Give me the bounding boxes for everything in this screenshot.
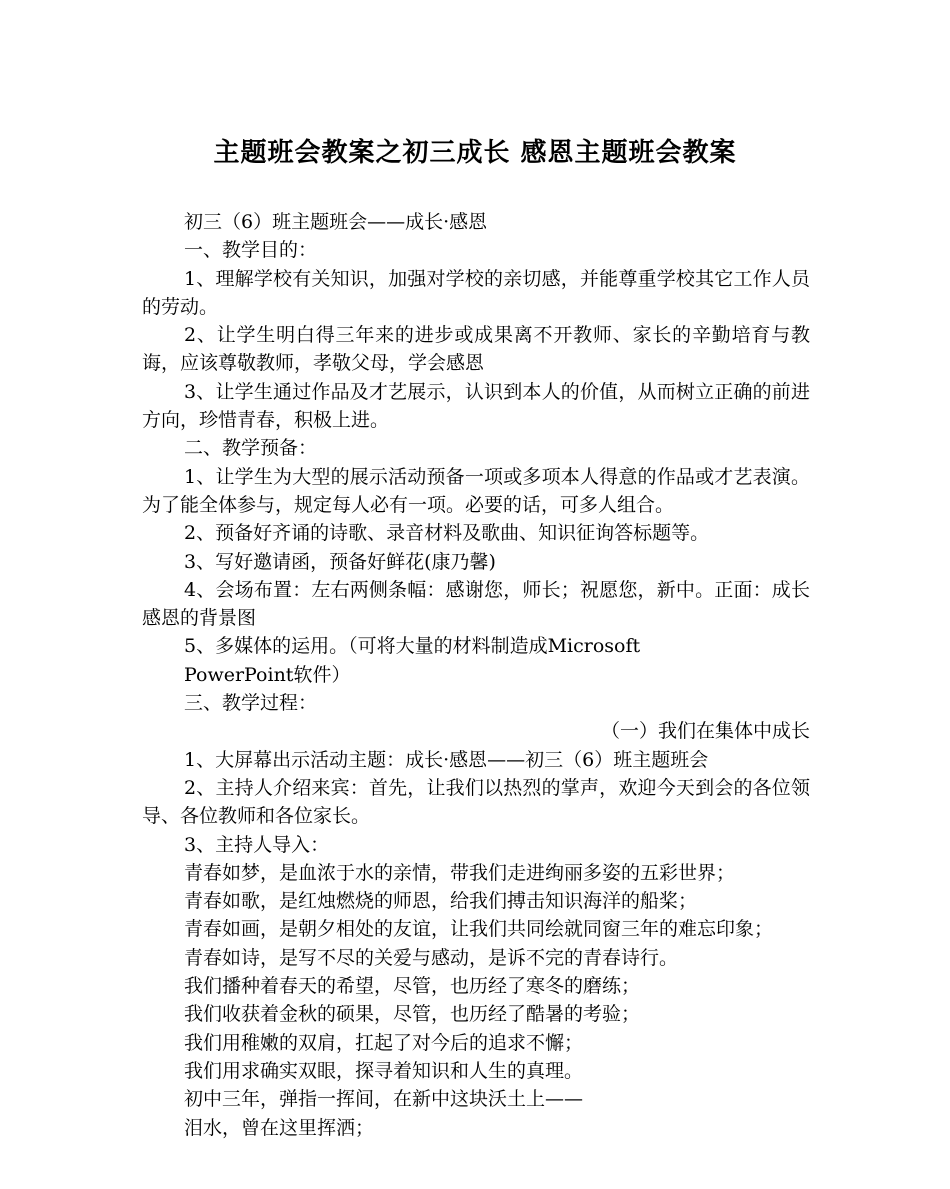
paragraph: 初三（6）班主题班会——成长·感恩 [184, 211, 488, 233]
poem-line: 我们播种着春天的希望，尽管，也历经了寒冬的磨练； [184, 975, 641, 998]
poem-line: 我们用稚嫩的双肩，扛起了对今后的追求不懈； [184, 1031, 584, 1054]
poem-line: 我们用求确实双眼，探寻着知识和人生的真理。 [184, 1059, 584, 1082]
poem-line: 青春如梦，是血浓于水的亲情，带我们走进绚丽多姿的五彩世界； [184, 861, 736, 884]
subsection-heading: （一）我们在集体中成长 [600, 720, 810, 743]
paragraph: 3、写好邀请函，预备好鲜花(康乃馨) [184, 550, 496, 573]
paragraph: 2、预备好齐诵的诗歌、录音材料及歌曲、知识征询答标题等。 [184, 522, 710, 545]
poem-line: 青春如画，是朝夕相处的友谊，让我们共同绘就同窗三年的难忘印象； [184, 918, 774, 941]
document-title: 主题班会教案之初三成长 感恩主题班会教案 [213, 138, 737, 168]
paragraph: 2、主持人介绍来宾：首先，让我们以热烈的掌声，欢迎今天到会的各位领导、各位教师和各位家长。 [142, 776, 810, 828]
section-heading: 二、教学预备： [184, 437, 318, 460]
paragraph: 2、让学生明白得三年来的进步或成果离不开教师、家长的辛勤培育与教诲，应该尊敬教师，孝敬父母，学会感恩 [142, 324, 810, 375]
paragraph: 3、让学生通过作品及才艺展示，认识到本人的价值，从而树立正确的前进方向，珍惜青春，积极上进。 [142, 380, 810, 432]
section-heading: 一、教学目的： [184, 239, 318, 262]
section-heading: 三、教学过程： [184, 692, 318, 715]
paragraph: 5、多媒体的运用。（可将大量的材料制造成Microsoft [184, 635, 641, 658]
paragraph: 1、让学生为大型的展示活动预备一项或多项本人得意的作品或才艺表演。为了能全体参与，规定每人必有一项。必要的话，可多人组合。 [142, 465, 810, 516]
paragraph: 1、理解学校有关知识，加强对学校的亲切感，并能尊重学校其它工作人员的劳动。 [142, 267, 810, 318]
paragraph: 3、主持人导入： [184, 833, 330, 856]
poem-line: 泪水，曾在这里挥洒； [184, 1116, 375, 1139]
document-body [142, 208, 810, 1142]
poem-line: 初中三年，弹指一挥间，在新中这块沃土上—— [184, 1088, 584, 1111]
poem-line: 青春如诗，是写不尽的关爱与感动，是诉不完的青春诗行。 [184, 946, 679, 969]
paragraph: 4、会场布置：左右两侧条幅：感谢您，师长；祝愿您，新中。正面：成长感恩的背景图 [142, 578, 810, 630]
poem-line: 我们收获着金秋的硕果，尽管，也历经了酷暑的考验； [184, 1003, 641, 1026]
paragraph: PowerPoint软件） [184, 663, 351, 686]
poem-line: 青春如歌，是红烛燃烧的师恩，给我们搏击知识海洋的船桨； [184, 890, 698, 913]
paragraph: 1、大屏幕出示活动主题：成长·感恩——初三（6）班主题班会 [184, 748, 709, 771]
